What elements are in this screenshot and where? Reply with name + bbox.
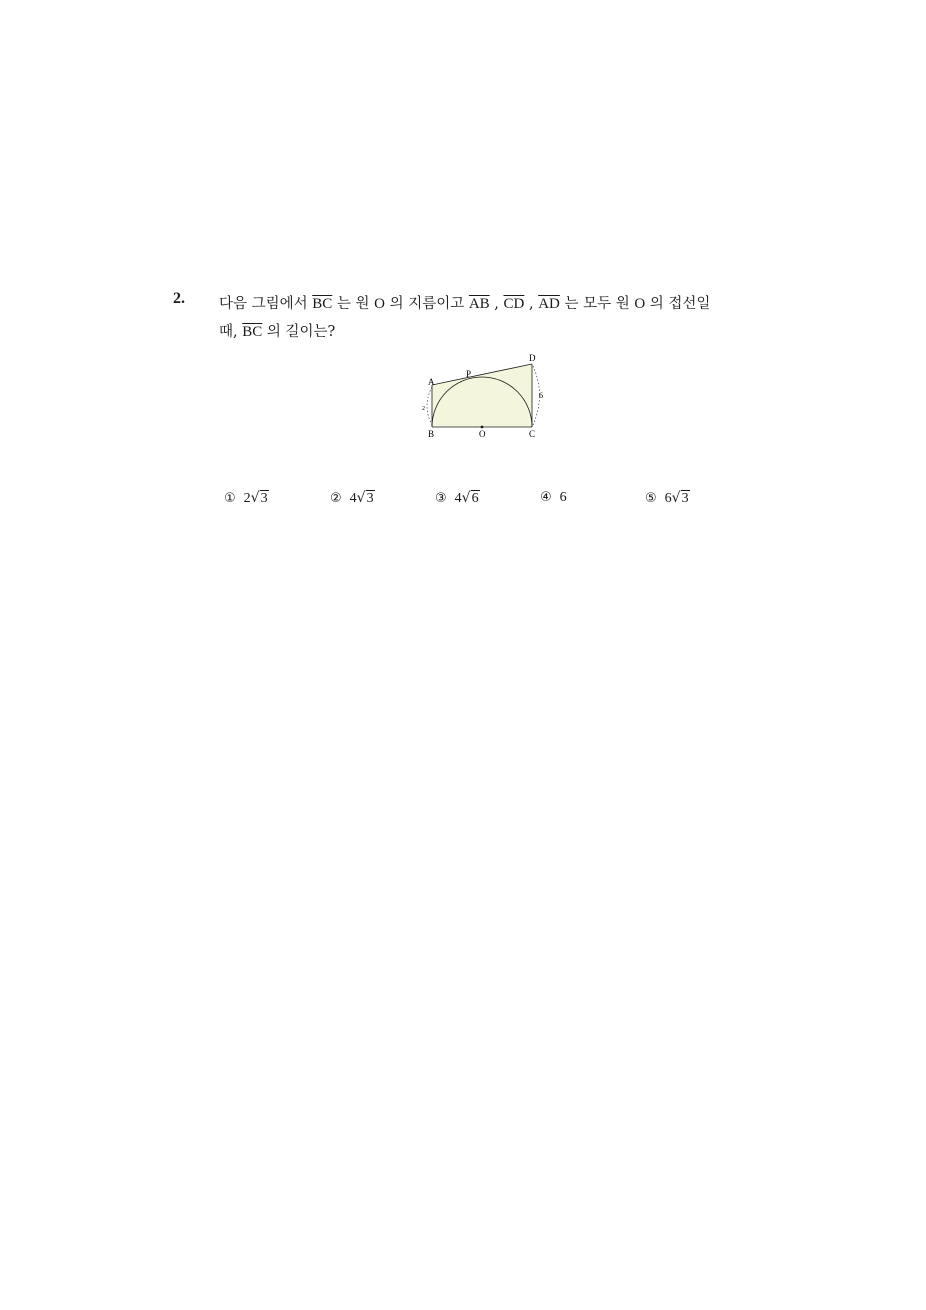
choice-1[interactable]: [224, 490, 269, 507]
choice-4[interactable]: [540, 490, 567, 506]
choice-marker: ②: [330, 491, 342, 506]
segment-ab: $\overline{AB}$: [468, 296, 490, 312]
text: ,: [524, 296, 539, 312]
text: 는 모두 원: [559, 296, 635, 312]
choice-radicand: 3: [366, 491, 374, 506]
choice-marker: ①: [224, 491, 236, 506]
text: ,: [489, 296, 504, 312]
sqrt-symbol: √: [461, 490, 471, 506]
choice-3[interactable]: [435, 490, 480, 507]
choice-coef: 6: [664, 491, 672, 506]
segment-cd: $\overline{CD}$: [503, 296, 525, 312]
choice-radicand: 3: [260, 491, 268, 506]
choice-coef: 4: [454, 491, 462, 506]
choice-2[interactable]: [330, 490, 375, 507]
choice-marker: ③: [435, 491, 447, 506]
choice-coef: 4: [349, 491, 357, 506]
choice-marker: ⑤: [645, 491, 657, 506]
sqrt-symbol: √: [250, 490, 260, 506]
text: 의 지름이고: [384, 296, 469, 312]
choice-coef: 6: [559, 490, 567, 505]
segment-ad: $\overline{AD}$: [538, 296, 560, 312]
text: 는 원: [332, 296, 375, 312]
label-o: O: [479, 429, 486, 439]
segment-bc: $\overline{BC}$: [312, 296, 333, 312]
question-line-2: [219, 318, 779, 346]
segment-bc: $\overline{BC}$: [242, 324, 263, 340]
choice-5[interactable]: [645, 490, 690, 507]
length-ab: 2: [422, 406, 425, 412]
label-b: B: [428, 429, 435, 439]
choice-coef: 2: [243, 491, 251, 506]
circle-o: O: [374, 296, 385, 312]
choice-marker: ④: [540, 490, 552, 505]
text: 의 접선일: [645, 296, 711, 312]
dimension-arc-ab: [427, 387, 432, 425]
sqrt-symbol: √: [356, 490, 366, 506]
length-cd: 6: [539, 391, 543, 400]
text: 의 길이는?: [262, 324, 336, 340]
question-stem: [219, 290, 779, 346]
sqrt-symbol: √: [671, 490, 681, 506]
label-a: A: [428, 377, 435, 387]
center-point-o: [481, 426, 484, 429]
question-line-1: [219, 290, 779, 318]
text: 때,: [219, 324, 243, 340]
circle-o: O: [634, 296, 646, 312]
question-number: 2.: [173, 290, 185, 307]
choice-radicand: 3: [681, 491, 689, 506]
label-p: P: [466, 369, 472, 379]
choice-radicand: 6: [471, 491, 479, 506]
label-c: C: [529, 429, 536, 439]
text: 다음 그림에서: [219, 296, 313, 312]
label-d: D: [529, 353, 536, 363]
geometry-figure: [418, 350, 548, 445]
